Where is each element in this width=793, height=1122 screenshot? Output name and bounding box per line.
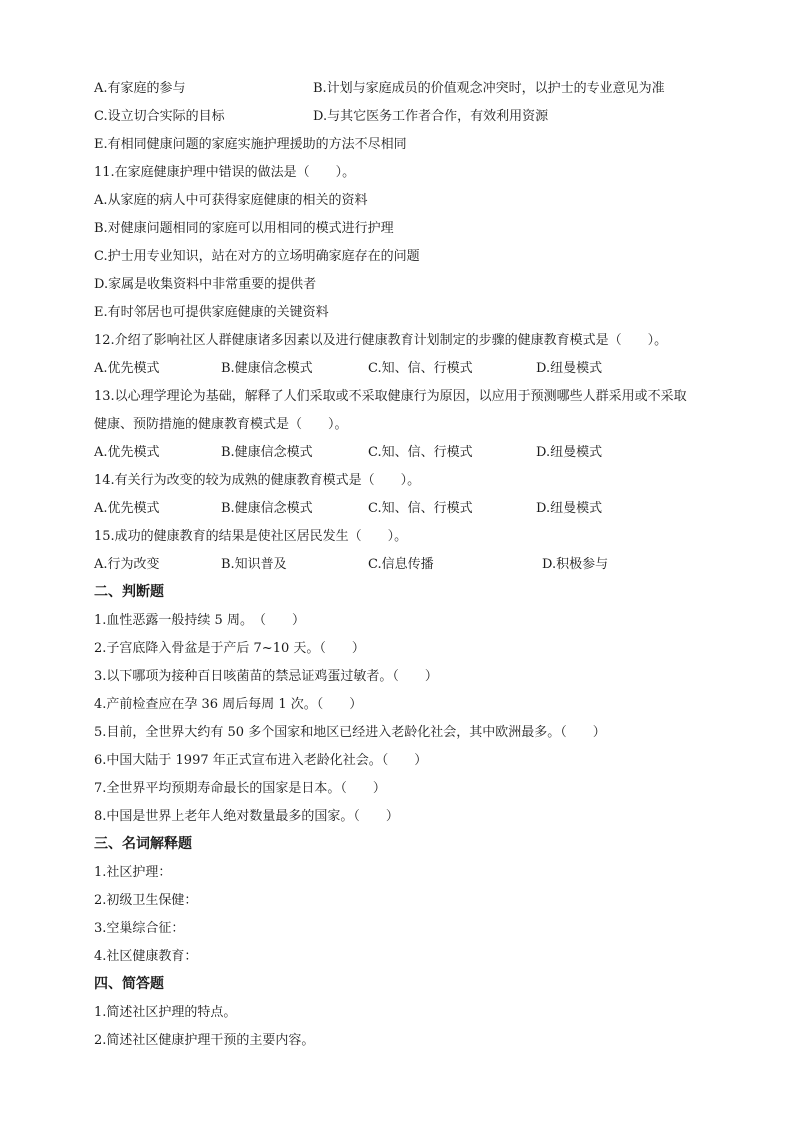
true-false-item: 2.子宫底降入骨盆是于产后 7~10 天。（ ） (94, 641, 365, 656)
q12-option-c: C.知、信、行模式 (368, 361, 473, 376)
q15-option-a: A.行为改变 (94, 557, 160, 572)
q13-option-c: C.知、信、行模式 (368, 445, 473, 460)
true-false-item: 4.产前检查应在孕 36 周后每周 1 次。（ ） (94, 697, 363, 712)
q13-stem-line1: 13.以心理学理论为基础，解释了人们采取或不采取健康行为原因，以应用于预测哪些人群采用或不采取 (94, 389, 687, 404)
q14-stem: 14.有关行为改变的较为成熟的健康教育模式是（ ）。 (94, 473, 421, 488)
q13-option-b: B.健康信念模式 (221, 445, 313, 460)
true-false-item: 8.中国是世界上老年人绝对数量最多的国家。（ ） (94, 809, 399, 824)
q15-option-d: D.积极参与 (542, 557, 609, 572)
q14-option-a: A.优先模式 (94, 501, 160, 516)
definition-item: 3.空巢综合征： (94, 921, 185, 936)
section-heading-short-answer: 四、简答题 (94, 976, 164, 992)
q10-option-e: E.有相同健康问题的家庭实施护理援助的方法不尽相同 (94, 137, 407, 152)
q11-stem: 11.在家庭健康护理中错误的做法是（ ）。 (94, 165, 356, 180)
q15-stem: 15.成功的健康教育的结果是使社区居民发生（ ）。 (94, 529, 408, 544)
q10-option-a: A.有家庭的参与 (94, 81, 186, 96)
q11-option-e: E.有时邻居也可提供家庭健康的关键资料 (94, 305, 329, 320)
short-answer-item: 2.简述社区健康护理干预的主要内容。 (94, 1033, 315, 1048)
q12-option-a: A.优先模式 (94, 361, 160, 376)
q14-option-d: D.纽曼模式 (536, 501, 603, 516)
q12-option-d: D.纽曼模式 (536, 361, 603, 376)
q15-option-c: C.信息传播 (368, 557, 434, 572)
true-false-item: 3.以下哪项为接种百日咳菌苗的禁忌证鸡蛋过敏者。（ ） (94, 669, 438, 684)
definition-item: 4.社区健康教育： (94, 949, 198, 964)
q10-option-c: C.设立切合实际的目标 (94, 109, 225, 124)
q14-option-b: B.健康信念模式 (221, 501, 313, 516)
q13-stem-line2: 健康、预防措施的健康教育模式是（ ）。 (94, 417, 348, 432)
section-heading-definitions: 三、名词解释题 (94, 836, 192, 852)
q13-option-a: A.优先模式 (94, 445, 160, 460)
short-answer-item: 1.简述社区护理的特点。 (94, 1005, 237, 1020)
q11-option-d: D.家属是收集资料中非常重要的提供者 (94, 277, 317, 292)
q14-option-c: C.知、信、行模式 (368, 501, 473, 516)
true-false-item: 1.血性恶露一般持续 5 周。 （ ） (94, 613, 305, 628)
q12-stem: 12.介绍了影响社区人群健康诸多因素以及进行健康教育计划制定的步骤的健康教育模式是（ ）。 (94, 333, 668, 348)
q12-option-b: B.健康信念模式 (221, 361, 313, 376)
definition-item: 1.社区护理： (94, 865, 172, 880)
true-false-item: 7.全世界平均预期寿命最长的国家是日本。（ ） (94, 781, 386, 796)
q15-option-b: B.知识普及 (221, 557, 287, 572)
q11-option-c: C.护士用专业知识，站在对方的立场明确家庭存在的问题 (94, 249, 420, 264)
q13-option-d: D.纽曼模式 (536, 445, 603, 460)
q10-option-d: D.与其它医务工作者合作，有效利用资源 (313, 109, 549, 124)
q10-option-b: B.计划与家庭成员的价值观念冲突时，以护士的专业意见为准 (313, 81, 665, 96)
definition-item: 2.初级卫生保健： (94, 893, 198, 908)
q11-option-b: B.对健康问题相同的家庭可以用相同的模式进行护理 (94, 221, 394, 236)
q11-option-a: A.从家庭的病人中可获得家庭健康的相关的资料 (94, 193, 368, 208)
section-heading-true-false: 二、判断题 (94, 584, 164, 600)
true-false-item: 5.目前，全世界大约有 50 多个国家和地区已经进入老龄化社会，其中欧洲最多。（ ） (94, 725, 606, 740)
true-false-item: 6.中国大陆于 1997 年正式宣布进入老龄化社会。（ ） (94, 753, 428, 768)
